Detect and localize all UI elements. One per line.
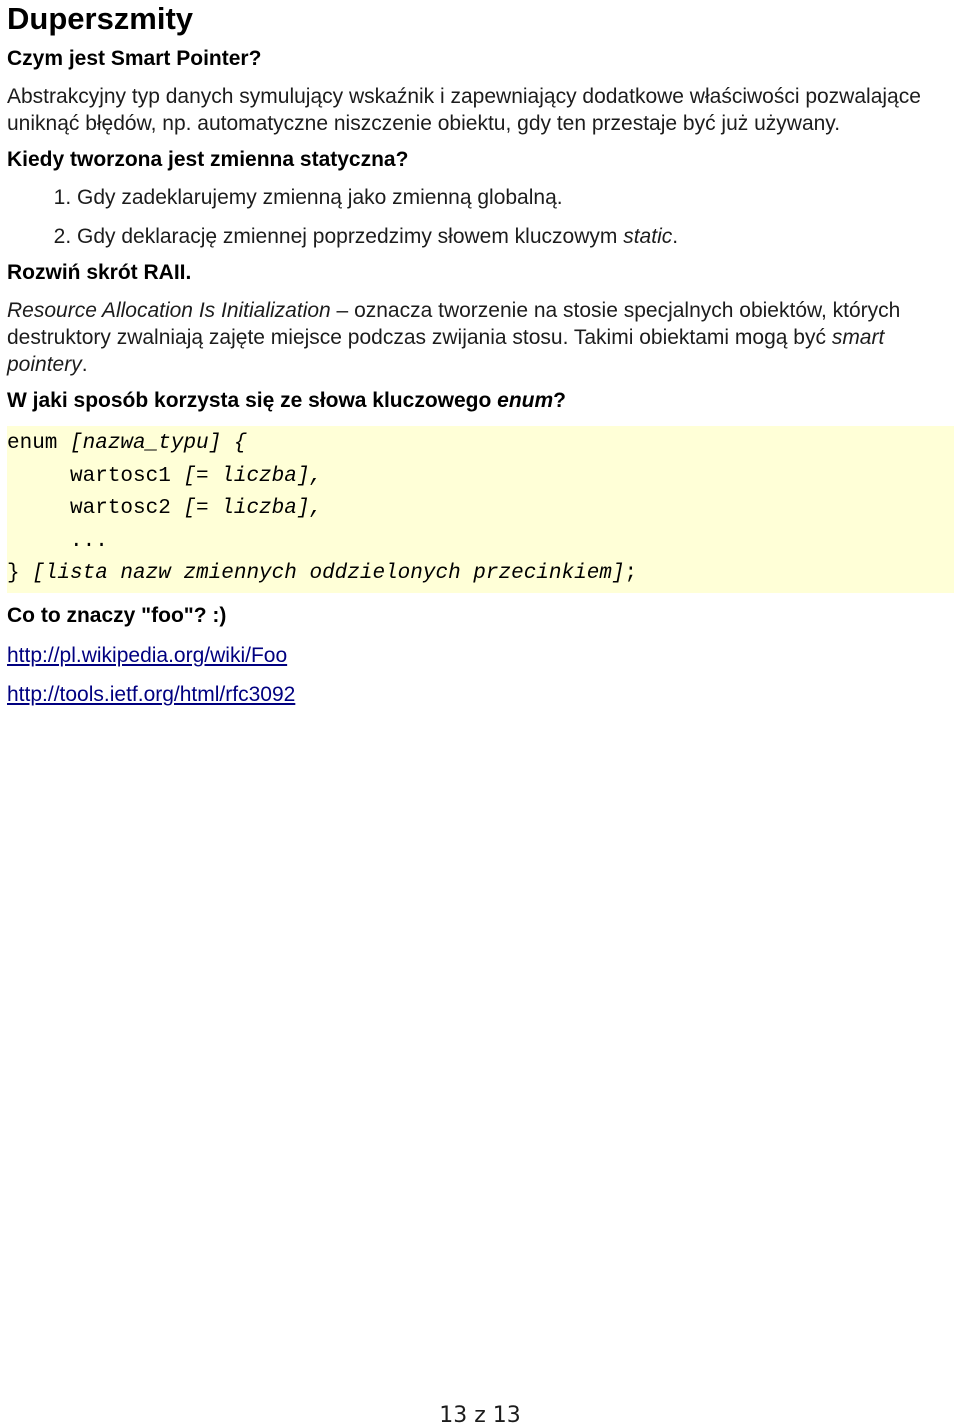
code-block-enum <box>7 426 954 593</box>
code-line: wartosc1 <box>7 464 184 488</box>
keyword-static: static <box>623 225 673 248</box>
code-line: } <box>7 562 33 586</box>
question-enum <box>7 388 954 414</box>
document-page <box>7 0 954 708</box>
page-title: Duperszmity <box>7 1 194 36</box>
question-raii: Rozwiń skrót RAII. <box>7 261 192 284</box>
question-enum-keyword: enum <box>497 389 554 412</box>
raii-end: . <box>81 353 88 376</box>
code-keyword: enum <box>7 432 58 455</box>
list-item-end: . <box>672 225 679 248</box>
code-line: ; <box>624 562 638 586</box>
list-item-text: Gdy zadeklarujemy zmienną jako zmienną globalną. <box>77 186 563 209</box>
list-item-text: Gdy deklarację zmiennej poprzedzimy słowem kluczowym <box>77 225 618 248</box>
answer-smart-pointer: Abstrakcyjny typ danych symulujący wskaźnik i zapewniający dodatkowe właściwości pozwalające uniknąć błędów, np. automatyczne niszczenie obiektu, gdy ten przestaje być już używany. <box>7 85 921 135</box>
smart-pointery: smart pointery <box>7 326 885 376</box>
list-item <box>77 185 954 211</box>
link-wikipedia-foo[interactable]: http://pl.wikipedia.org/wiki/Foo <box>7 643 288 667</box>
raii-text: – oznacza tworzenie na stosie specjalnych obiektów, których destruktory zwalniają zajęte miejsce podczas zwijania stosu. Takimi obiektami mogą być <box>7 299 901 349</box>
answer-raii <box>7 297 954 378</box>
page-number: 13 z 13 <box>439 1403 521 1428</box>
static-variable-list <box>7 185 954 250</box>
code-line-italic: [= liczba], <box>183 497 323 521</box>
code-line: ... <box>7 529 108 553</box>
question-static-variable: Kiedy tworzona jest zmienna statyczna? <box>7 148 409 171</box>
link-rfc3092[interactable]: http://tools.ietf.org/html/rfc3092 <box>7 682 296 706</box>
code-line: wartosc2 <box>7 497 184 521</box>
raii-expansion: Resource Allocation Is Initialization <box>7 299 331 322</box>
question-smart-pointer: Czym jest Smart Pointer? <box>7 47 262 70</box>
question-enum-text: W jaki sposób korzysta się ze słowa kluczowego <box>7 389 498 412</box>
question-enum-end: ? <box>553 389 566 412</box>
code-line: [nazwa_typu] { <box>57 432 247 455</box>
question-foo: Co to znaczy "foo"? :) <box>7 603 227 627</box>
code-line-italic: [= liczba], <box>183 464 323 488</box>
list-item <box>77 224 954 250</box>
code-line-italic: [lista nazw zmiennych oddzielonych przecinkiem] <box>32 562 625 586</box>
